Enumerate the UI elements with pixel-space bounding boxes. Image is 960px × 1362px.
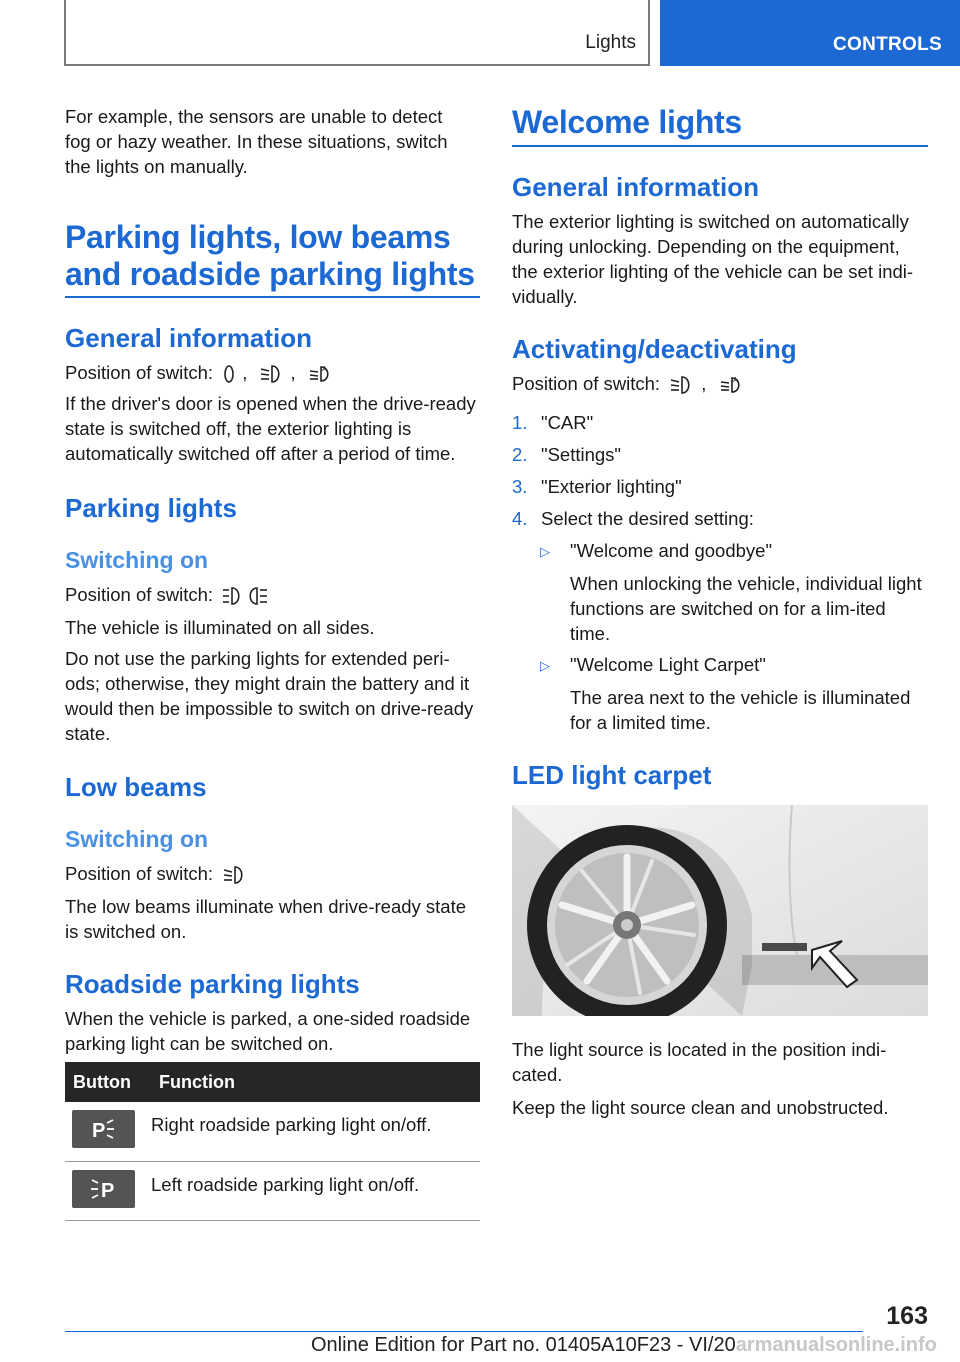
table-cell-function: Left roadside parking light on/off. [151,1161,480,1220]
parking-switching-on-heading: Switching on [65,547,209,573]
low-switching-on-heading: Switching on [65,826,209,852]
auto-light-icon [307,363,335,385]
general-info-body: If the driver's door is opened when the drive-ready state is switched off, the exterior lighting is automatically switched off after a period of time. [65,393,476,464]
option-title: "Welcome and goodbye" [570,540,773,561]
table-header-row [65,1062,480,1102]
parking-switch-line [65,582,272,607]
switch-position-label: Position of switch: [65,863,214,884]
low-beam-icon [259,363,285,385]
table-cell-button [65,1102,151,1161]
section-title [65,219,480,293]
option-description: The area next to the vehicle is illuminated for a limited time. [570,687,911,733]
section-title-rule [65,296,480,298]
triangle-bullet-icon: ▷ [540,544,550,559]
section-title-line2: and roadside parking lights [65,256,475,292]
svg-text:A: A [321,366,327,374]
general-info-heading: General information [65,323,313,353]
table-header-function: Function [151,1062,480,1102]
section-title-line1: Parking lights, low beams [65,219,451,255]
welcome-general-heading: General information [512,172,760,202]
table-cell-button [65,1161,151,1220]
option-title: "Welcome Light Carpet" [570,654,766,675]
welcome-lights-title: Welcome lights [512,104,742,140]
roadside-parking-body: When the vehicle is parked, a one-sided roadside parking light can be switched on. [65,1008,471,1054]
step-number: 4. [512,508,528,529]
footer-rule [65,1331,863,1332]
svg-text:P: P [92,1120,106,1142]
step-number: 1. [512,412,528,433]
switch-off-icon [222,363,236,385]
low-beams-heading: Low beams [65,772,207,802]
footer-edition [311,1334,937,1357]
activating-switch-line [512,371,750,396]
step-text: "CAR" [541,412,594,433]
table-header-button: Button [65,1062,151,1102]
step-number: 3. [512,476,528,497]
parking-light-icon [222,585,268,607]
welcome-general-body: The exterior lighting is switched on automatically during unlocking. Depending on the equipment, the exterior lighting of the vehicle can be set indi-vidually. [512,211,914,307]
led-light-carpet-heading: LED light carpet [512,760,712,790]
step-number: 2. [512,444,528,465]
triangle-bullet-icon: ▷ [540,658,550,673]
low-beams-body: The low beams illuminate when drive-ready state is switched on. [65,896,467,942]
intro-paragraph: For example, the sensors are unable to detect fog or hazy weather. In these situations, switch the lights on manually. [65,106,448,177]
parking-body-2: Do not use the parking lights for extended peri-ods; otherwise, they might drain the battery and it would then be impossible to switch on drive-ready state. [65,648,474,744]
table-cell-function: Right roadside parking light on/off. [151,1102,480,1161]
carpet-body-1: The light source is located in the position indi-cated. [512,1039,887,1085]
vehicle-wheel-photo [512,805,928,1016]
header-section-box [64,0,650,66]
table-row [65,1102,480,1161]
svg-text:P: P [101,1179,115,1202]
page-number: 163 [886,1302,928,1330]
left-roadside-parking-icon [72,1170,135,1208]
table-row [65,1161,480,1220]
option-description: When unlocking the vehicle, individual light functions are switched on for a lim-ited time. [570,573,922,644]
switch-position-line [65,360,339,385]
footer-site[interactable]: armanualsonline.info [735,1334,937,1356]
step-text: Select the desired setting: [541,508,754,529]
separator: , [290,362,296,383]
separator: , [242,362,248,383]
svg-text:A: A [732,377,738,385]
activating-heading: Activating/deactivating [512,334,797,364]
header-chapter-tab[interactable] [660,0,960,66]
low-beam-icon [222,864,248,886]
right-roadside-parking-icon [72,1110,135,1148]
header-chapter-title: CONTROLS [832,34,942,55]
switch-position-label: Position of switch: [512,373,661,394]
low-beam-icon [669,374,695,396]
welcome-title-rule [512,145,928,147]
auto-light-icon [718,374,746,396]
roadside-parking-heading: Roadside parking lights [65,969,360,999]
parking-lights-heading: Parking lights [65,493,237,523]
low-switch-line [65,861,252,886]
carpet-body-2: Keep the light source clean and unobstructed. [512,1097,889,1118]
header-section-title: Lights [585,32,636,53]
switch-position-label: Position of switch: [65,584,214,605]
footer-edition-text: Online Edition for Part no. 01405A10F23 - VI/20 [311,1334,736,1356]
separator: , [701,373,707,394]
button-function-table [65,1062,480,1221]
step-text: "Settings" [541,444,621,465]
parking-body-1: The vehicle is illuminated on all sides. [65,617,375,638]
switch-position-label: Position of switch: [65,362,214,383]
step-text: "Exterior lighting" [541,476,682,497]
